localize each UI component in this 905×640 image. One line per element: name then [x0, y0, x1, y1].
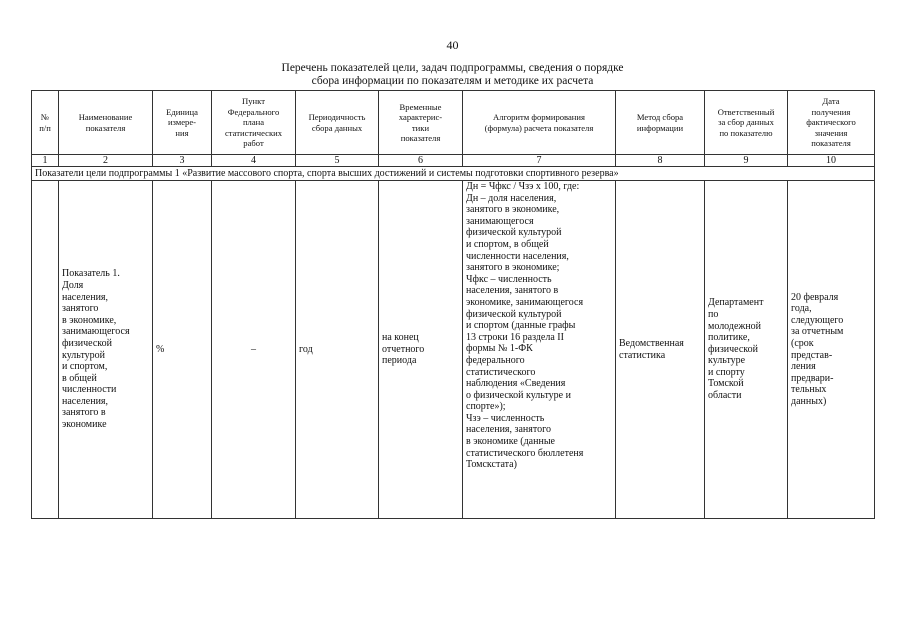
indicator-name-cell: Показатель 1. Доля населения, занятого в экономике, занимающегося физической культурой и спортом, в общей численности населения, занятого в экономике [59, 181, 153, 519]
header-cell-federal-plan: Пункт Федерального плана статистических работ [212, 91, 296, 155]
indicators-table [31, 90, 875, 519]
page-number: 40 [446, 38, 459, 52]
date-cell: 20 февраля года, следующего за отчетным (срок представ- ления предвари- тельных данных) [788, 181, 875, 519]
responsible-cell: Департамент по молодежной политике, физической культуре и спорту Томской области [705, 181, 788, 519]
column-numbers-row [32, 155, 875, 167]
periodicity-cell: год [296, 181, 379, 519]
unit-cell: % [153, 181, 212, 519]
header-cell-collection-method: Метод сбора информации [616, 91, 705, 155]
column-number-cell: 3 [153, 155, 212, 167]
column-number-cell: 9 [705, 155, 788, 167]
column-number-cell: 8 [616, 155, 705, 167]
section-title: Показатели цели подпрограммы 1 «Развитие массового спорта, спорта высших достижений и системы подготовки спортивного резерва» [32, 167, 875, 181]
column-number-cell: 1 [32, 155, 59, 167]
collection-method-cell: Ведомственная статистика [616, 181, 705, 519]
title-line-2: сбора информации по показателям и методике их расчета [311, 75, 594, 87]
header-cell-responsible: Ответственный за сбор данных по показателю [705, 91, 788, 155]
header-row [32, 91, 875, 155]
header-cell-name: Наименование показателя [59, 91, 153, 155]
algorithm-cell: Дн = Чфкс / Чзэ х 100, где: Дн – доля населения, занятого в экономике, занимающегося физической культурой и спортом, в общей численности населения, занятого в экономике; Чфкс – численность населения, занятого в экономике, занимающегося физической культурой и спортом (данные графы 13 строки 16 раздела II формы № 1-ФК федерального статистического наблюдения «Сведения о физической культуре и спорте»); Чзэ – численность населения, занятого в экономике (данные статистического бюллетеня Томскстата) [463, 181, 616, 519]
federal-plan-cell: – [212, 181, 296, 519]
column-number-cell: 4 [212, 155, 296, 167]
column-number-cell: 6 [379, 155, 463, 167]
section-row [32, 167, 875, 181]
table-row [32, 181, 875, 519]
header-cell-date: Дата получения фактического значения показателя [788, 91, 875, 155]
row-number-cell [32, 181, 59, 519]
header-cell-time-characteristics: Временные характерис- тики показателя [379, 91, 463, 155]
column-number-cell: 7 [463, 155, 616, 167]
column-number-cell: 5 [296, 155, 379, 167]
document-title [0, 62, 905, 88]
title-line-1: Перечень показателей цели, задач подпрограммы, сведения о порядке [281, 62, 624, 74]
header-cell-periodicity: Периодичность сбора данных [296, 91, 379, 155]
header-cell-algorithm: Алгоритм формирования (формула) расчета показателя [463, 91, 616, 155]
header-cell-unit: Единица измере- ния [153, 91, 212, 155]
column-number-cell: 2 [59, 155, 153, 167]
header-cell-number: № п/п [32, 91, 59, 155]
column-number-cell: 10 [788, 155, 875, 167]
time-characteristics-cell: на конец отчетного периода [379, 181, 463, 519]
